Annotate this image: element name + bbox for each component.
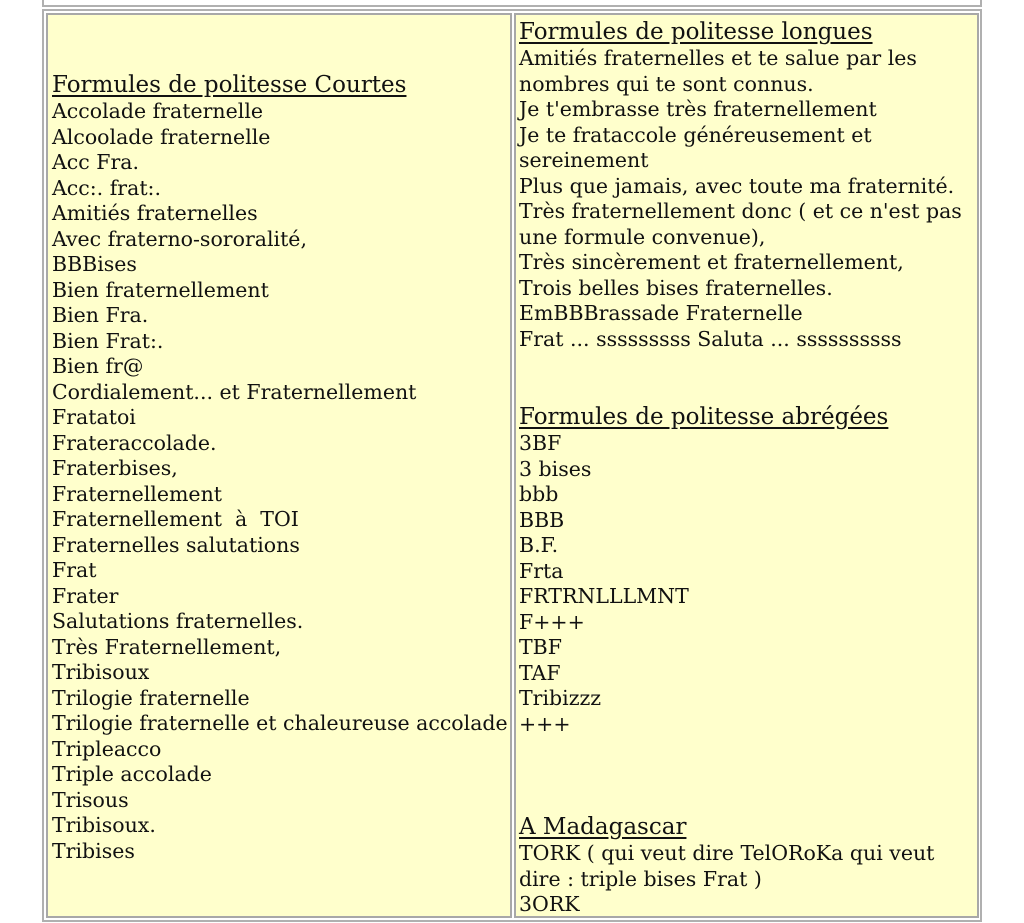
list-item: BBB [519,507,565,532]
list-item: Triple accolade [52,762,212,786]
politeness-formulas-table [42,9,982,922]
list-item: Alcoolade fraternelle [52,124,271,149]
short-formulas-list [52,99,510,864]
list-item: EmBBBrassade Fraternelle [519,301,803,325]
list-item: Salutations fraternelles. [52,609,304,633]
short-formulas-cell [46,13,512,918]
list-item: Frat ... sssssssss Saluta ... ssssssssss [519,326,902,351]
list-item: Tribises [52,838,135,863]
list-item: Bien Fra. [52,303,149,327]
list-item: Avec fraterno-sororalité, [52,226,307,251]
list-item: Tripleacco [52,736,162,761]
list-item: bbb [519,482,559,506]
list-item: Très fraternellement donc ( et ce n'est pas une formule convenue), [519,199,962,249]
section-spacer [519,352,977,403]
list-item: Très sincèrement et fraternellement, [519,250,904,274]
list-item: 3BF [519,431,562,455]
list-item: Plus que jamais, avec toute ma fraternité. [519,173,955,198]
list-item: Frateraccolade. [52,430,217,455]
list-item: Bien Frat:. [52,328,164,353]
list-item: Fraternellement à TOI [52,507,299,531]
list-item: Fraterbises, [52,456,178,480]
list-item: BBBises [52,252,137,276]
list-item: Fratatoi [52,405,136,429]
list-item: Fraternelles salutations [52,532,300,557]
list-item: +++ [519,711,571,736]
list-item: TAF [519,660,561,685]
list-item: Trilogie fraternelle et chaleureuse accolade [52,711,508,735]
list-item: Acc Fra. [52,150,140,174]
list-item: Tribizzz [519,686,602,710]
long-formulas-list [519,46,977,352]
madagascar-list [519,841,977,918]
other-formulas-cell [514,13,979,918]
list-item: B.F. [519,533,559,557]
list-item: Cordialement... et Fraternellement [52,379,417,404]
list-item: 3ORK [519,892,580,916]
abbreviated-formulas-heading: Formules de politesse abrégées [519,404,889,430]
list-item: Trois belles bises fraternelles. [519,275,833,300]
list-item: Fraternellement [52,481,223,506]
list-item: Bien fr@ [52,354,144,378]
list-item: Frater [52,583,119,608]
list-item: Amitiés fraternelles [52,201,258,225]
list-item: Frta [519,558,564,583]
list-item: FRTRNLLLMNT [519,584,689,608]
list-item: Amitiés fraternelles et te salue par les nombres qui te sont connus. [519,46,917,96]
list-item: Trilogie fraternelle [52,685,250,710]
list-item: Je te frataccole généreusement et sereinement [519,122,872,172]
list-item: Accolade fraternelle [52,99,264,123]
list-item: Très Fraternellement, [52,634,282,659]
list-item: Trisous [52,787,129,812]
list-item: Je t'embrasse très fraternellement [519,97,877,121]
list-item: Bien fraternellement [52,277,269,302]
list-item: F+++ [519,609,585,634]
list-item: Acc:. frat:. [52,175,161,200]
list-item: Tribisoux [52,660,150,684]
section-spacer [519,737,977,813]
list-item: TBF [519,635,562,659]
list-item: Frat [52,558,97,582]
long-formulas-heading: Formules de politesse longues [519,19,873,45]
madagascar-heading: A Madagascar [519,814,687,840]
abbreviated-formulas-list [519,431,977,737]
list-item: 3 bises [519,456,592,481]
list-item: Tribisoux. [52,813,156,837]
short-formulas-heading: Formules de politesse Courtes [52,72,407,98]
list-item: TORK ( qui veut dire TelORoKa qui veut dire : triple bises Frat ) [519,841,935,891]
table-top-border [42,0,982,7]
